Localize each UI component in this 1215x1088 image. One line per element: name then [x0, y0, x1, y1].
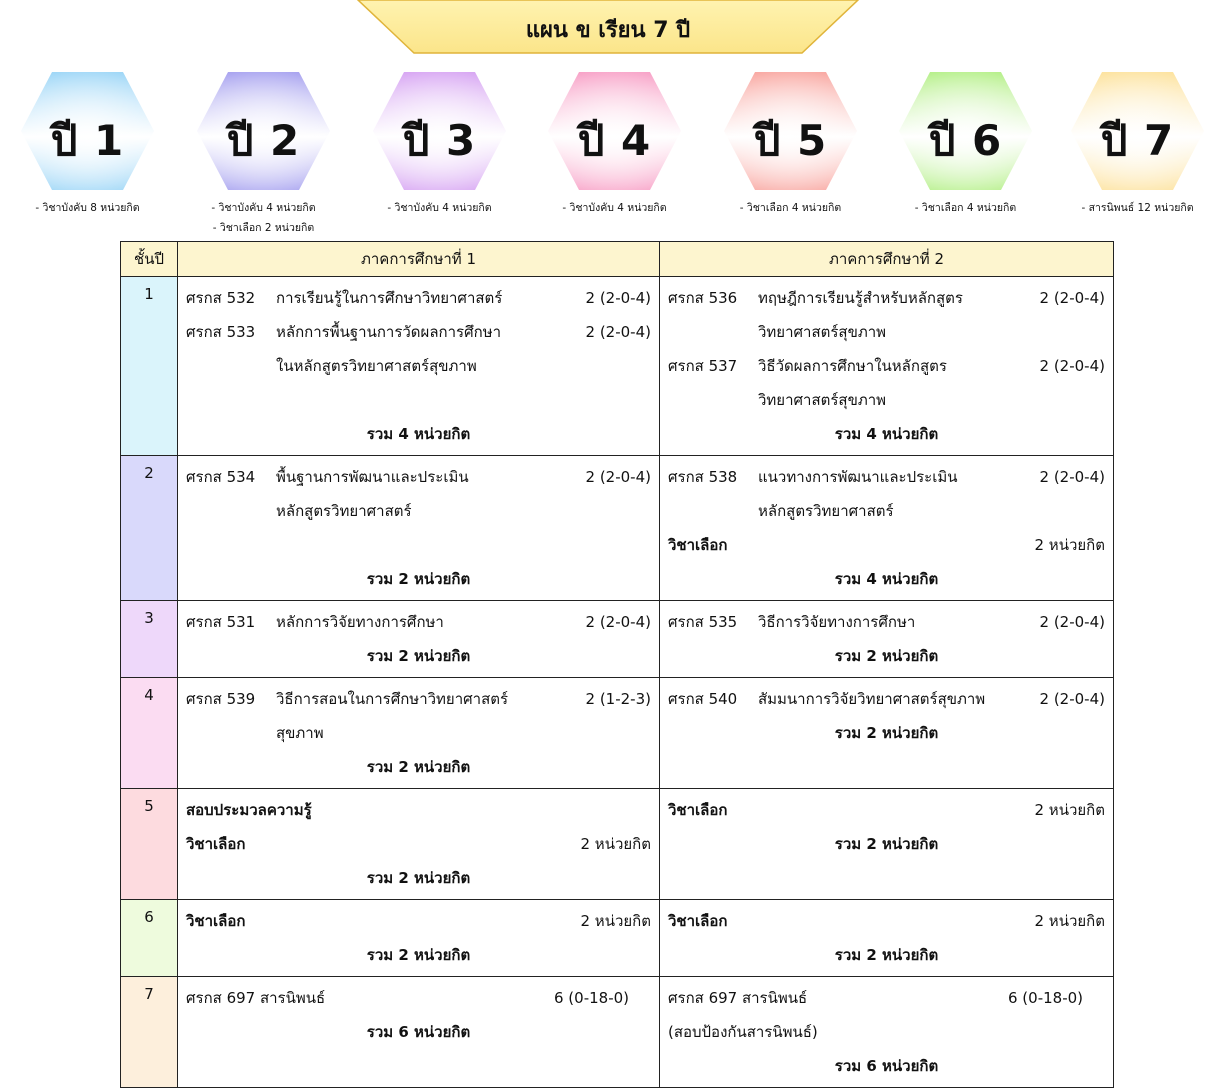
year-number: 1 — [121, 277, 178, 456]
hexagon-icon — [372, 70, 507, 192]
credit-value: 2 หน่วยกิต — [1034, 912, 1105, 930]
year-label: ปี 7 — [1100, 116, 1175, 165]
course-code: ศรกส 536 — [668, 289, 738, 307]
year-credit-notes — [703, 198, 878, 218]
credit-value: 2 หน่วยกิต — [580, 835, 651, 853]
year-label: ปี 4 — [577, 116, 652, 165]
course-line — [186, 315, 651, 349]
course-code: ศรกส 537 — [668, 357, 738, 375]
credit-value: 2 หน่วยกิต — [1034, 536, 1105, 554]
semester-total: รวม 2 หน่วยกิต — [366, 946, 471, 964]
year-number: 2 — [121, 456, 178, 601]
course-name: วิธีการสอนในการศึกษาวิทยาศาสตร์ — [276, 690, 509, 708]
semester-1-cell — [178, 977, 660, 1088]
year-credit-notes — [878, 198, 1053, 218]
elective-label: สอบประมวลความรู้ — [186, 801, 312, 819]
course-name-continuation: ในหลักสูตรวิทยาศาสตร์สุขภาพ — [276, 357, 477, 375]
course-name-continuation: หลักสูตรวิทยาศาสตร์ — [758, 502, 894, 520]
year-number: 7 — [121, 977, 178, 1088]
hexagon-icon — [1070, 70, 1205, 192]
elective-line — [668, 793, 1105, 827]
semester-total: รวม 6 หน่วยกิต — [834, 1057, 939, 1075]
course-code: ศรกส 540 — [668, 690, 738, 708]
course-line — [668, 349, 1105, 383]
semester-total: รวม 4 หน่วยกิต — [834, 425, 939, 443]
course-line — [186, 981, 651, 1015]
course-code: ศรกส 535 — [668, 613, 738, 631]
credit-note: - วิชาบังคับ 8 หน่วยกิต — [35, 202, 140, 214]
credit-value: 2 (2-0-4) — [585, 323, 651, 341]
hexagon-icon — [20, 70, 155, 192]
course-text: ศรกส 697 สารนิพนธ์ — [186, 989, 326, 1007]
semester-2-cell — [660, 277, 1114, 456]
course-code: ศรกส 534 — [186, 468, 256, 486]
semester-2-cell — [660, 456, 1114, 601]
semester-total: รวม 2 หน่วยกิต — [366, 647, 471, 665]
elective-line — [186, 793, 651, 827]
course-name-continuation: วิทยาศาสตร์สุขภาพ — [758, 323, 887, 341]
table-row — [121, 601, 1114, 678]
semester-total: รวม 2 หน่วยกิต — [834, 946, 939, 964]
credit-value: 2 (2-0-4) — [1039, 357, 1105, 375]
course-code: ศรกส 532 — [186, 289, 256, 307]
course-name-continuation: สุขภาพ — [276, 724, 324, 742]
elective-line — [186, 904, 651, 938]
elective-label: วิชาเลือก — [668, 912, 728, 930]
year-credit-notes — [527, 198, 702, 218]
table-row — [121, 900, 1114, 977]
year-label: ปี 3 — [402, 116, 477, 165]
elective-label: วิชาเลือก — [668, 801, 728, 819]
semester-total: รวม 2 หน่วยกิต — [366, 570, 471, 588]
year-card — [0, 70, 175, 240]
semester-1-cell — [178, 277, 660, 456]
table-row — [121, 277, 1114, 456]
year-credit-notes — [352, 198, 527, 218]
year-card — [527, 70, 702, 240]
header-semester-2: ภาคการศึกษาที่ 2 — [660, 242, 1114, 277]
year-label: ปี 5 — [753, 116, 828, 165]
credit-note: - วิชาบังคับ 4 หน่วยกิต — [211, 202, 316, 214]
course-name: ทฤษฎีการเรียนรู้สำหรับหลักสูตร — [758, 289, 963, 307]
course-name: หลักการพื้นฐานการวัดผลการศึกษา — [276, 323, 501, 341]
course-line — [668, 605, 1105, 639]
elective-line — [668, 528, 1105, 562]
course-line — [668, 981, 1105, 1015]
credit-value: 2 (2-0-4) — [585, 613, 651, 631]
hexagon-icon — [898, 70, 1033, 192]
credit-value: 2 หน่วยกิต — [1034, 801, 1105, 819]
semester-2-cell — [660, 678, 1114, 789]
elective-label: วิชาเลือก — [186, 835, 246, 853]
semester-1-cell — [178, 678, 660, 789]
course-line — [668, 460, 1105, 494]
course-name: วิธีวัดผลการศึกษาในหลักสูตร — [758, 357, 947, 375]
table-row — [121, 789, 1114, 900]
year-number: 5 — [121, 789, 178, 900]
year-card — [176, 70, 351, 240]
credit-value: 2 (2-0-4) — [1039, 289, 1105, 307]
semester-2-cell — [660, 789, 1114, 900]
course-code: ศรกส 533 — [186, 323, 256, 341]
credit-value: 2 (2-0-4) — [585, 468, 651, 486]
semester-total: รวม 2 หน่วยกิต — [834, 835, 939, 853]
credit-value: 2 (1-2-3) — [585, 690, 651, 708]
year-label: ปี 6 — [928, 116, 1003, 165]
year-label: ปี 2 — [226, 116, 301, 165]
course-line — [668, 682, 1105, 716]
credit-value: 2 (2-0-4) — [585, 289, 651, 307]
semester-total: รวม 2 หน่วยกิต — [834, 647, 939, 665]
semester-2-cell — [660, 977, 1114, 1088]
semester-total: รวม 2 หน่วยกิต — [366, 758, 471, 776]
blank-line — [186, 383, 651, 417]
year-card — [703, 70, 878, 240]
credit-value: 2 (2-0-4) — [1039, 468, 1105, 486]
semester-1-cell — [178, 789, 660, 900]
course-code: ศรกส 538 — [668, 468, 738, 486]
credit-note: - วิชาเลือก 4 หน่วยกิต — [914, 202, 1017, 214]
header-year: ชั้นปี — [121, 242, 178, 277]
credit-note: - วิชาเลือก 4 หน่วยกิต — [739, 202, 842, 214]
credit-note: - วิชาบังคับ 4 หน่วยกิต — [387, 202, 492, 214]
course-line — [186, 682, 651, 716]
year-card — [878, 70, 1053, 240]
blank-line — [186, 528, 651, 562]
year-number: 6 — [121, 900, 178, 977]
course-line — [186, 460, 651, 494]
table-row — [121, 678, 1114, 789]
header-semester-1: ภาคการศึกษาที่ 1 — [178, 242, 660, 277]
credit-value: 6 (0-18-0) — [553, 989, 629, 1007]
plan-banner — [357, 0, 859, 54]
course-text: ศรกส 697 สารนิพนธ์ — [668, 989, 808, 1007]
course-name: แนวทางการพัฒนาและประเมิน — [758, 468, 958, 486]
course-text: (สอบป้องกันสารนิพนธ์) — [668, 1023, 818, 1041]
semester-total: รวม 6 หน่วยกิต — [366, 1023, 471, 1041]
year-card — [352, 70, 527, 240]
year-number: 3 — [121, 601, 178, 678]
page-title: แผน ข เรียน 7 ปี — [525, 18, 691, 43]
course-name-continuation: หลักสูตรวิทยาศาสตร์ — [276, 502, 412, 520]
semester-1-cell — [178, 456, 660, 601]
year-credit-notes — [0, 198, 175, 218]
table-row — [121, 456, 1114, 601]
study-plan-table — [120, 241, 1114, 1088]
semester-2-cell — [660, 900, 1114, 977]
course-code: ศรกส 531 — [186, 613, 256, 631]
elective-line — [668, 904, 1105, 938]
credit-value: 6 (0-18-0) — [1007, 989, 1083, 1007]
course-name: พื้นฐานการพัฒนาและประเมิน — [276, 468, 469, 486]
year-credit-notes — [176, 198, 351, 238]
year-hexagon-row — [0, 70, 1215, 240]
credit-value: 2 หน่วยกิต — [580, 912, 651, 930]
course-line — [186, 281, 651, 315]
semester-1-cell — [178, 601, 660, 678]
credit-value: 2 (2-0-4) — [1039, 690, 1105, 708]
course-line — [186, 605, 651, 639]
elective-label: วิชาเลือก — [668, 536, 728, 554]
elective-label: วิชาเลือก — [186, 912, 246, 930]
credit-note: - วิชาเลือก 2 หน่วยกิต — [212, 222, 315, 234]
table-header-row — [121, 242, 1114, 277]
year-label: ปี 1 — [50, 116, 125, 165]
semester-total: รวม 2 หน่วยกิต — [366, 869, 471, 887]
course-name: การเรียนรู้ในการศึกษาวิทยาศาสตร์ — [276, 289, 503, 307]
semester-2-cell — [660, 601, 1114, 678]
hexagon-icon — [547, 70, 682, 192]
course-code: ศรกส 539 — [186, 690, 256, 708]
course-name: วิธีการวิจัยทางการศึกษา — [758, 613, 916, 631]
course-name-continuation: วิทยาศาสตร์สุขภาพ — [758, 391, 887, 409]
year-number: 4 — [121, 678, 178, 789]
semester-total: รวม 4 หน่วยกิต — [834, 570, 939, 588]
credit-note: - วิชาบังคับ 4 หน่วยกิต — [562, 202, 667, 214]
year-credit-notes — [1050, 198, 1215, 218]
course-name: สัมมนาการวิจัยวิทยาศาสตร์สุขภาพ — [758, 690, 986, 708]
semester-total: รวม 2 หน่วยกิต — [834, 724, 939, 742]
course-line — [668, 281, 1105, 315]
credit-value: 2 (2-0-4) — [1039, 613, 1105, 631]
year-card — [1050, 70, 1215, 240]
credit-note: - สารนิพนธ์ 12 หน่วยกิต — [1081, 202, 1194, 214]
semester-1-cell — [178, 900, 660, 977]
course-name: หลักการวิจัยทางการศึกษา — [276, 613, 444, 631]
table-row — [121, 977, 1114, 1088]
semester-total: รวม 4 หน่วยกิต — [366, 425, 471, 443]
hexagon-icon — [196, 70, 331, 192]
elective-line — [186, 827, 651, 861]
hexagon-icon — [723, 70, 858, 192]
